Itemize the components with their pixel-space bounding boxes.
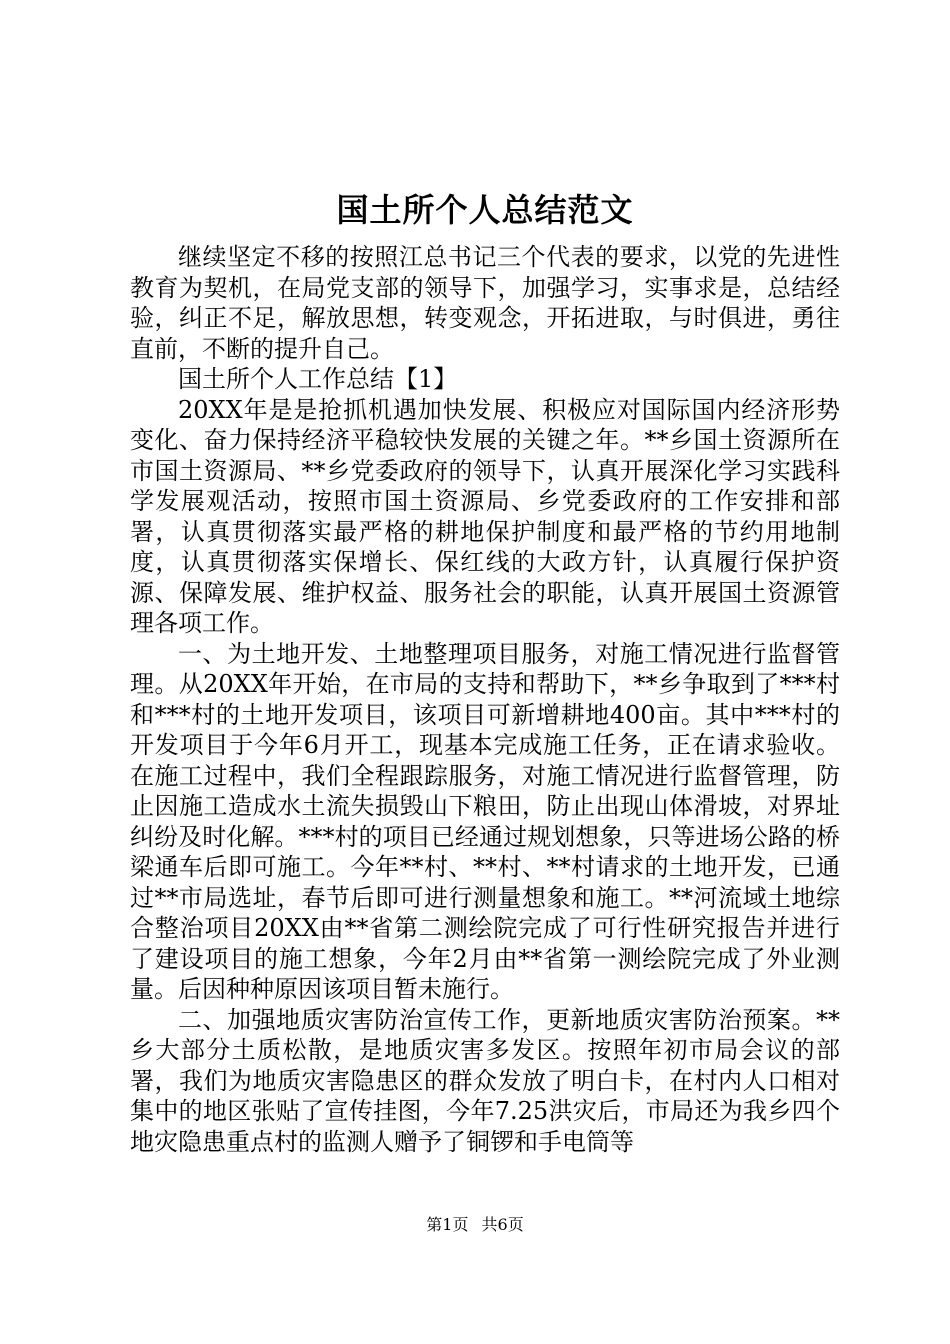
paragraph-overview: 20XX年是是抢抓机遇加快发展、积极应对国际国内经济形势变化、奋力保持经济平稳较快发展的关键之年。**乡国土资源所在市国土资源局、**乡党委政府的领导下，认真开展深化学习实践科学发展观活动，按照市国土资源局、乡党委政府的工作安排和部署，认真贯彻落实最严格的耕地保护制度和最严格的节约用地制度，认真贯彻落实保增长、保红线的大政方针，认真履行保护资源、保障发展、维护权益、服务社会的职能，认真开展国土资源管理各项工作。 [130, 395, 840, 637]
paragraph-item-two: 二、加强地质灾害防治宣传工作，更新地质灾害防治预案。**乡大部分土质松散，是地质灾害多发区。按照年初市局会议的部署，我们为地质灾害隐患区的群众发放了明白卡，在村内人口相对集中的地区张贴了宣传挂图，今年7.25洪灾后，市局还为我乡四个地灾隐患重点村的监测人赠予了铜锣和手电筒等 [130, 1005, 840, 1156]
document-page [130, 180, 840, 1157]
paragraph-intro: 继续坚定不移的按照江总书记三个代表的要求，以党的先进性教育为契机，在局党支部的领导下，加强学习，实事求是，总结经验，纠正不足，解放思想，转变观念，开拓进取，与时俱进，勇往直前，不断的提升自己。 [130, 243, 840, 363]
page-footer [0, 1213, 950, 1237]
page-number-current: 第1页 [426, 1215, 469, 1234]
paragraph-section-heading: 国土所个人工作总结【1】 [178, 365, 458, 393]
page-number-total: 共6页 [481, 1215, 524, 1234]
document-title: 国土所个人总结范文 [336, 191, 634, 229]
paragraph-item-one: 一、为土地开发、土地整理项目服务，对施工情况进行监督管理。从20XX年开始，在市局的支持和帮助下，**乡争取到了***村和***村的土地开发项目，该项目可新增耕地400亩。其中***村的开发项目于今年6月开工，现基本完成施工任务，正在请求验收。在施工过程中，我们全程跟踪服务，对施工情况进行监督管理，防止因施工造成水土流失损毁山下粮田，防止出现山体滑坡，对界址纠纷及时化解。***村的项目已经通过规划想象，只等进场公路的桥梁通车后即可施工。今年**村、**村、**村请求的土地开发，已通过**市局选址，春节后即可进行测量想象和施工。**河流域土地综合整治项目20XX由**省第二测绘院完成了可行性研究报告并进行了建设项目的施工想象，今年2月由**省第一测绘院完成了外业测量。后因种种原因该项目暂未施行。 [130, 639, 840, 1003]
